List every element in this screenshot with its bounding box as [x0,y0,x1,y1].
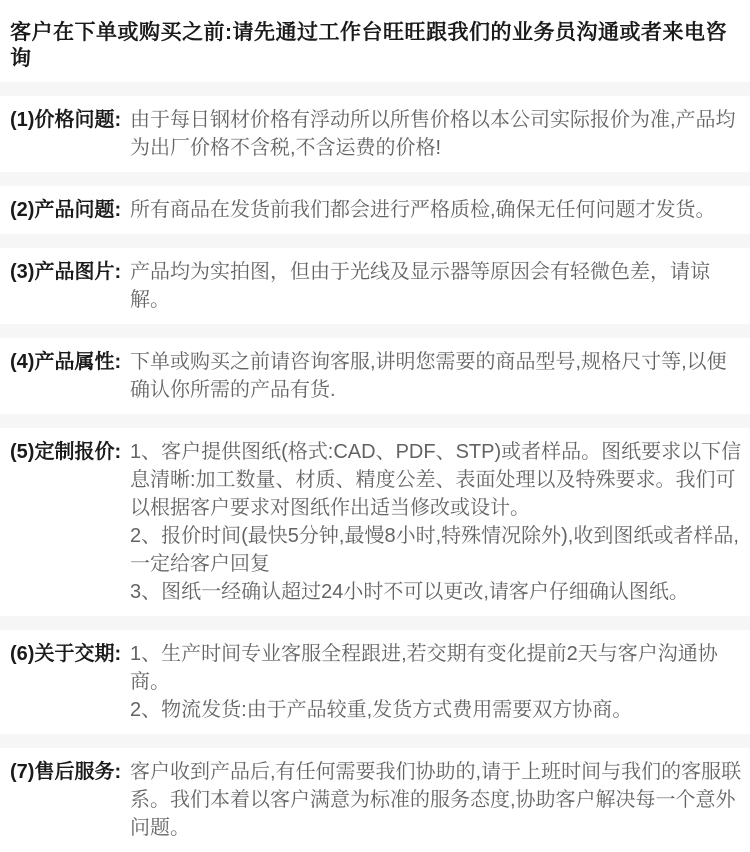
section-paragraph: 2、报价时间(最快5分钟,最慢8小时,特殊情况除外),收到图纸或者样品,一定给客户回复 [130,525,739,575]
section-label: (3)产品图片: [10,261,122,283]
notice-section [0,248,750,324]
notice-section [0,630,750,734]
section-paragraph: 1、生产时间专业客服全程跟进,若交期有变化提前2天与客户沟通协商。 [130,643,718,693]
section-paragraph: 产品均为实拍图，但由于光线及显示器等原因会有轻微色差，请谅解。 [130,261,710,311]
section-body [130,758,744,842]
section-body [130,348,744,404]
section-divider [0,172,750,186]
section-paragraph: 由于每日钢材价格有浮动所以所售价格以本公司实际报价为准,产品均为出厂价格不含税,不含运费的价格! [130,109,736,159]
section-paragraph: 所有商品在发货前我们都会进行严格质检,确保无任何问题才发货。 [130,199,716,221]
section-label: (2)产品问题: [10,199,122,221]
section-body [130,196,744,224]
section-divider [0,616,750,630]
section-body [130,106,744,162]
section-divider [0,324,750,338]
section-body [130,438,744,606]
section-label: (5)定制报价: [10,441,122,463]
section-paragraph: 3、图纸一经确认超过24小时不可以更改,请客户仔细确认图纸。 [130,581,689,603]
section-divider [0,82,750,96]
notice-section [0,96,750,172]
section-paragraph: 客户收到产品后,有任何需要我们协助的,请于上班时间与我们的客服联系。我们本着以客户满意为标准的服务态度,协助客户解决每一个意外问题。 [130,761,742,839]
notice-section [0,338,750,414]
notice-section [0,428,750,616]
section-paragraph: 2、物流发货:由于产品较重,发货方式费用需要双方协商。 [130,699,633,721]
notice-sections [0,82,750,852]
section-label: (4)产品属性: [10,351,122,373]
section-body [130,258,744,314]
section-label: (6)关于交期: [10,643,122,665]
section-paragraph: 1、客户提供图纸(格式:CAD、PDF、STP)或者样品。图纸要求以下信息清晰:加工数量、材质、精度公差、表面处理以及特殊要求。我们可以根据客户要求对图纸作出适当修改或设计。 [130,441,742,519]
section-body [130,640,744,724]
page-title: 客户在下单或购买之前:请先通过工作台旺旺跟我们的业务员沟通或者来电咨询 [10,21,727,70]
section-divider [0,734,750,748]
section-divider [0,414,750,428]
section-paragraph: 下单或购买之前请咨询客服,讲明您需要的商品型号,规格尺寸等,以便确认你所需的产品有货. [130,351,727,401]
notice-section [0,186,750,234]
notice-section [0,748,750,852]
section-divider [0,234,750,248]
section-label: (7)售后服务: [10,761,122,783]
section-label: (1)价格问题: [10,109,122,131]
